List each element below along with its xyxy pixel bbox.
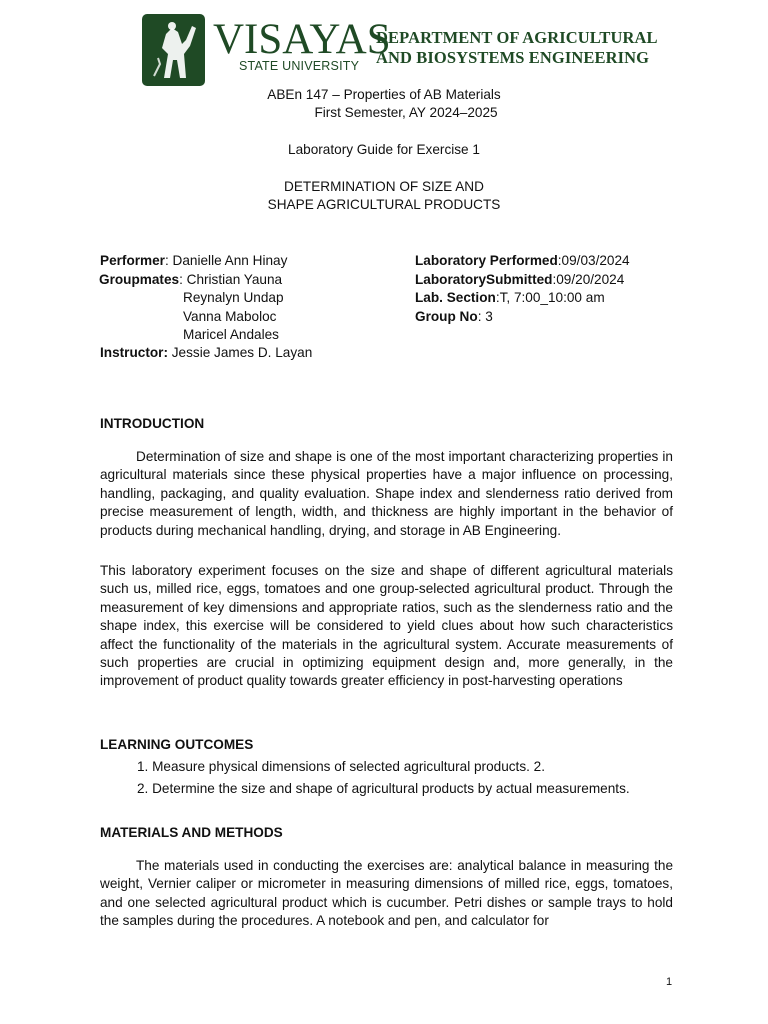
groupmate-2: Reynalyn Undap — [183, 290, 284, 305]
performed-value: :09/03/2024 — [557, 253, 630, 268]
instructor-row — [100, 345, 312, 360]
groupmate-1: : Christian Yauna — [179, 272, 283, 287]
submitted-label: LaboratorySubmitted — [415, 272, 553, 287]
department-line-2: AND BIOSYSTEMS ENGINEERING — [376, 48, 650, 67]
guide-title: Laboratory Guide for Exercise 1 — [288, 142, 480, 157]
university-name: VISAYAS — [213, 16, 391, 63]
course-title: ABEn 147 – Properties of AB Materials — [267, 87, 501, 102]
submitted-row — [415, 272, 624, 287]
groupmate-4: Maricel Andales — [183, 327, 279, 342]
page-number: 1 — [666, 976, 673, 988]
section-value: :T, 7:00_10:00 am — [495, 290, 605, 305]
performer-label: Performer — [100, 253, 165, 268]
performed-row — [415, 253, 630, 268]
section-row — [415, 290, 605, 305]
outcome-item-2: 2. Determine the size and shape of agricultural products by actual measurements. — [137, 781, 630, 796]
group-row — [415, 309, 493, 324]
group-value: : 3 — [477, 309, 493, 324]
university-seal-icon — [142, 14, 205, 86]
instructor-value: Jessie James D. Layan — [167, 345, 313, 360]
performer-row — [100, 253, 287, 268]
header-logo — [142, 14, 391, 86]
section-label: Lab. Section — [415, 290, 496, 305]
groupmates-row — [99, 272, 282, 287]
department-name — [376, 28, 658, 68]
introduction-paragraph-1: Determination of size and shape is one of the most important characterizing properties in agricultural materials since these physical properties have a major influence on processing, handling, packaging, and quality evaluation. Shape index and slenderness ratio derived from precise measurement of length, width, and thickness are highly important in the behavior of products during mechanical handling, drying, and storage in AB Engineering. — [100, 449, 673, 538]
methods-paragraph-1: The materials used in conducting the exercises are: analytical balance in measuring the weight, Vernier caliper or micrometer in measuring dimensions of milled rice, eggs, tomatoes, and one selected agricultural product which is cucumber. Petri dishes or sample trays to hold the samples during the procedures. A notebook and pen, and calculator for — [100, 858, 673, 929]
university-subtitle: STATE UNIVERSITY — [239, 59, 360, 73]
exercise-title-line-1: DETERMINATION OF SIZE AND — [284, 179, 484, 194]
exercise-title-line-2: SHAPE AGRICULTURAL PRODUCTS — [267, 197, 501, 212]
department-line-1: DEPARTMENT OF AGRICULTURAL — [376, 28, 658, 47]
groupmate-3: Vanna Maboloc — [183, 309, 277, 324]
performed-label: Laboratory Performed — [415, 253, 558, 268]
groupmates-label: Groupmates — [99, 272, 180, 287]
university-wordmark — [213, 14, 391, 86]
introduction-paragraph-2: This laboratory experiment focuses on the size and shape of different agricultural materials such us, milled rice, eggs, tomatoes and one group-selected agricultural product. Through the measurement of key dimensions and appropriate ratios, such as the slenderness ratio and the shape index, this exercise will be considered to yield clues about how such characteristics affect the functionality of the materials in the agricultural system. Accurate measurements of such properties are crucial in optimizing equipment design and, more generally, in the improvement of product quality towards greater efficiency in post-harvesting operations — [100, 563, 673, 689]
performer-value: : Danielle Ann Hinay — [164, 253, 288, 268]
outcomes-heading: LEARNING OUTCOMES — [100, 737, 254, 752]
instructor-label: Instructor: — [100, 345, 168, 360]
submitted-value: :09/20/2024 — [552, 272, 625, 287]
group-label: Group No — [415, 309, 478, 324]
methods-heading: MATERIALS AND METHODS — [100, 825, 283, 840]
semester-line: First Semester, AY 2024–2025 — [314, 105, 498, 120]
introduction-heading: INTRODUCTION — [100, 416, 205, 431]
outcome-item-1: 1. Measure physical dimensions of selected agricultural products. 2. — [137, 759, 546, 774]
